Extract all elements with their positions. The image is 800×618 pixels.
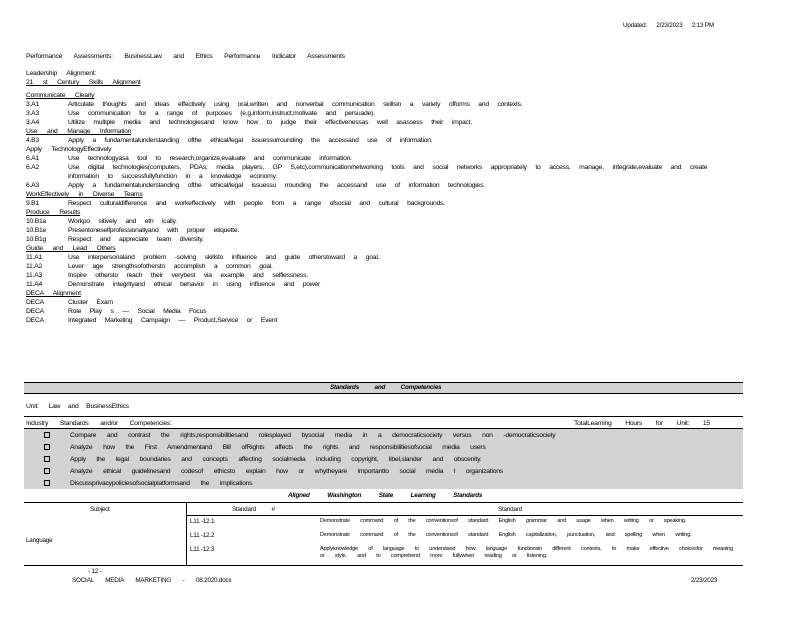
alignment-code: DECA [26,317,44,324]
alignment-item [26,298,741,307]
updated-label: Updated: [623,22,647,29]
standard-row [190,546,740,560]
washington-rule [24,502,743,503]
alignment-item [26,271,741,280]
alignment-text: Utilize multiple media and technologiesand know how to judge their effectivenessas well asassess their impact. [68,119,472,126]
alignment-code: 3.A1 [26,101,39,108]
leadership-sections [26,91,741,325]
alignment-item [26,262,741,271]
table-bottom-rule [24,565,743,566]
alignment-code: 11.A4 [26,281,43,288]
alignment-code: 6.A2 [26,164,39,171]
alignment-text: Apply a fundamentalunderstanding ofthe ethical/legal issuessu rrounding the accessand use of information technologies. [68,182,485,189]
alignment-item [26,136,741,145]
alignment-item [26,280,741,289]
alignment-code: 10.B1g [26,236,47,243]
competency-item [44,442,555,454]
century-skills-line: 21 st Century Skills Alignment [26,79,141,86]
subject-divider [186,503,187,565]
alignment-item [26,235,741,244]
updated-date: 2/23/2023 [656,22,683,29]
unit-name: Law and BusinessEthics [48,403,129,410]
section-title: Communicate Clearly [26,92,95,99]
leadership-heading: Leadership Alignment: [26,70,97,77]
square-bullet-icon [44,480,50,486]
square-bullet-icon [44,468,50,474]
competency-text: Apply the legal boundaries and concepts affecting socialmedia including copyright, libel,slander and obscenity. [70,456,482,463]
footer-file: SOCIAL MEDIA MARKETING - 08.2020.docx [72,577,232,584]
section-title: DECA Alignment [26,290,81,297]
alignment-code: 6.A3 [26,182,39,189]
alignment-text: Role Play s — Social Media Focus [68,308,207,315]
alignment-text: Integrated Marketing Campaign — Product,Service or Event [68,317,277,324]
standard-text: Demonstrate command of the conventionsof standard English capitalization, punctuation, and spelling when writing. [320,532,692,538]
alignment-item [26,253,741,262]
alignment-item [26,118,741,127]
subject-language: Language [26,537,53,544]
table-header-rule [186,515,743,516]
standard-number: L11 -12.2 [190,532,215,539]
alignment-code: 3.A3 [26,110,39,117]
section-title: Guide and Lead Others [26,245,116,252]
alignment-text: Use communication for a range of purposes (e.g.inform,instruct,motivate and persuade). [68,110,375,117]
alignment-code: 10.B1e [26,227,47,234]
alignment-code: 11.A2 [26,263,43,270]
standard-number: L11 -12.3 [190,546,215,553]
alignment-code: 11.A1 [26,254,43,261]
alignment-item [26,316,741,325]
competency-item [44,430,555,442]
standard-number: L11 -12.1 [190,518,215,525]
square-bullet-icon [44,456,50,462]
alignment-item [26,226,741,235]
alignment-text: Use digital technologies(computers, PDAs, media players, GP S,etc),communication/networking tools and social networks appropriately to access, manage, integrate,evaluate and create information to successfullyfunction in a knowledge economy. [68,164,708,180]
alignment-code: 3.A4 [26,119,39,126]
footer-page: - 12 - [88,568,102,575]
alignment-item [26,163,741,181]
alignment-text: Apply a fundamentalunderstanding ofthe ethical/legal issuessurrounding the accessand use of information. [68,137,433,144]
square-bullet-icon [44,444,50,450]
alignment-code: DECA [26,308,44,315]
alignment-text: Lever age strengthsofothersto accomplish a common goal. [68,263,273,270]
alignment-item [26,154,741,163]
standards-band-title: Standards and Competencies [330,384,442,391]
competency-item [44,478,555,490]
industry-list [44,430,555,490]
alignment-text: Use technologyasa tool to research,organize,evaluate and communicate information. [68,155,352,162]
standard-row [190,518,740,532]
section-title: Use and Manage Information [26,128,132,135]
standard-text: Demonstrate command of the conventionsof standard English grammar and usage when writing or speaking. [320,518,687,524]
section-title: Apply TechnologyEffectively [26,146,112,153]
washington-band-title: Aligned Washington State Learning Standards [288,492,483,499]
alignment-text: Respect and appreciate team diversity. [68,236,204,243]
alignment-text: Presentoneselfprofessionallyand with proper etiquette. [68,227,240,234]
square-bullet-icon [44,432,50,438]
alignment-item [26,181,741,190]
competency-text: Discussprivacypoliciesofsocialplatformsand the implications [70,480,253,487]
industry-header: Industry Standards and/or Competencies: [26,420,172,427]
alignment-code: 9.B1 [26,200,39,207]
section-title: WorkEffectively in Diverse Teams [26,191,143,198]
competency-text: Compare and contrast the rights,responsibilitiesand rolesplayed bysocial media in a democraticsociety versus non -democraticsociety [70,432,556,439]
unit-rule [24,416,743,417]
footer-date: 2/23/2023 [691,577,718,584]
unit-label: Unit: [26,403,39,410]
alignment-code: 4.B3 [26,137,39,144]
alignment-text: Respect culturaldifference and workeffectively with people from a range ofsocial and cultural backgrounds. [68,200,445,207]
alignment-code: 11.A3 [26,272,43,279]
col-standard-num: Standard # [232,506,275,513]
unit-row [26,402,129,411]
competency-text: Analyze how the First Amendmentand Bill ofRights affects the rights and responsibilitiesofsocial media users [70,444,486,451]
band-bottom-rule [24,393,743,394]
alignment-item [26,199,741,208]
alignment-code: 10.B1a [26,218,47,225]
col-standard: Standard [498,506,522,513]
standards-rows [190,518,740,560]
alignment-item [26,307,741,316]
competency-item [44,454,555,466]
alignment-text: Use interpersonaland problem -solving skillsto influence and guide otherstoward a goal. [68,254,380,261]
band-top-rule [24,382,743,383]
standard-row [190,532,740,546]
updated-time: 2:13 PM [691,22,714,29]
alignment-code: DECA [26,299,44,306]
competency-text: Analyze ethical guidelinesand codesof ethicsto explain how or whytheyare importantto social media l organizations [70,468,503,475]
alignment-text: Demonstrate integrityand ethical behavior in using influence and power [68,281,320,288]
page-title: Performance Assessments: BusinessLaw and Ethics Performance Indicator Assessments [26,53,345,60]
alignment-text: Articulate thoughts and ideas effectively using oral,written and nonverbal communication skillsin a variety offorms and contexts. [68,101,523,108]
alignment-item [26,217,741,226]
updated-stamp [623,22,714,30]
alignment-code: 6.A1 [26,155,39,162]
learning-hours: TotalLearning Hours for Unit: 15 [574,420,710,427]
alignment-item [26,100,741,109]
section-title: Produce Results [26,209,81,216]
standard-text: Applyknowledge of language to understand how language functionsin different contexts, to make effective choicesfor meaning or style, and to comprehend more fullywhen reading or listening. [320,546,733,559]
competency-item [44,466,555,478]
alignment-text: Inspire othersto reach their verybest via example and selflessness. [68,272,308,279]
alignment-item [26,109,741,118]
alignment-text: Workpo sitively and eth ically. [68,218,177,225]
col-subject: Subject [90,506,110,513]
alignment-text: Cluster Exam [68,299,113,306]
